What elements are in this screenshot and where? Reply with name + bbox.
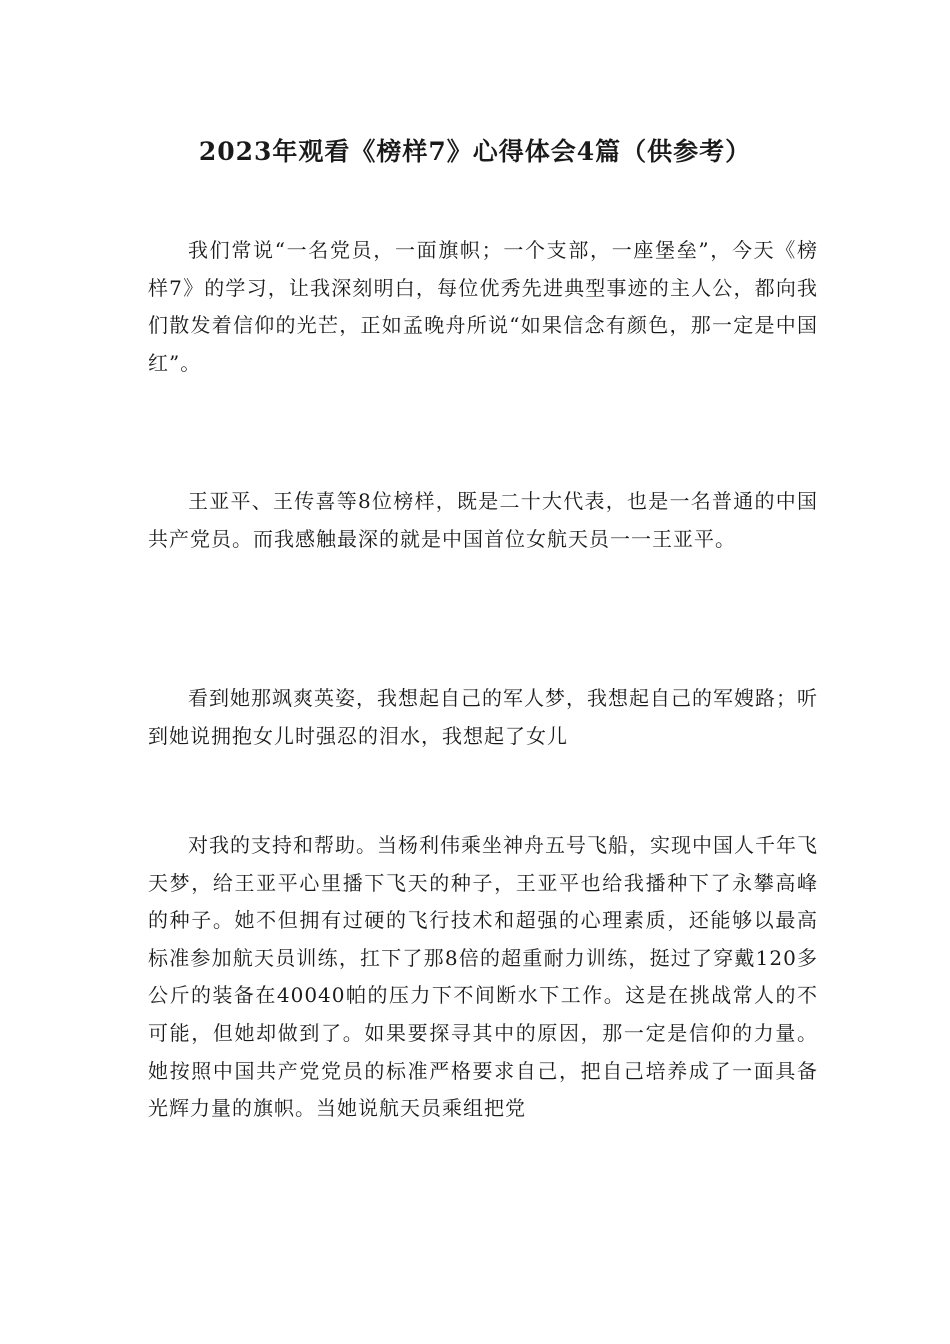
paragraph-2: 王亚平、王传喜等8位榜样，既是二十大代表，也是一名普通的中国共产党员。而我感触最深的就是中国首位女航天员一一王亚平。: [148, 489, 818, 551]
paragraph-4: 对我的支持和帮助。当杨利伟乘坐神舟五号飞船，实现中国人千年飞天梦，给王亚平心里播下飞天的种子，王亚平也给我播种下了永攀高峰的种子。她不但拥有过硬的飞行技术和超强的心理素质，还能够以最高标准参加航天员训练，扛下了那8倍的超重耐力训练，挺过了穿戴120多公斤的装备在40040帕的压力下不间断水下工作。这是在挑战常人的不可能，但她却做到了。如果要探寻其中的原因，那一定是信仰的力量。她按照中国共产党党员的标准严格要求自己，把自己培养成了一面具备光辉力量的旗帜。当她说航天员乘组把党: [148, 833, 818, 1121]
page-title: 2023年观看《榜样7》心得体会4篇（供参考）: [198, 137, 752, 166]
paragraph-3: 看到她那飒爽英姿，我想起自己的军人梦，我想起自己的军嫂路；听到她说拥抱女儿时强忍的泪水，我想起了女儿: [148, 686, 818, 748]
paragraph-1: 我们常说“一名党员，一面旗帜；一个支部，一座堡垒”，今天《榜样7》的学习，让我深刻明白，每位优秀先进典型事迹的主人公，都向我们散发着信仰的光芒，正如孟晚舟所说“如果信念有颜色，那一定是中国红”。: [148, 238, 818, 375]
